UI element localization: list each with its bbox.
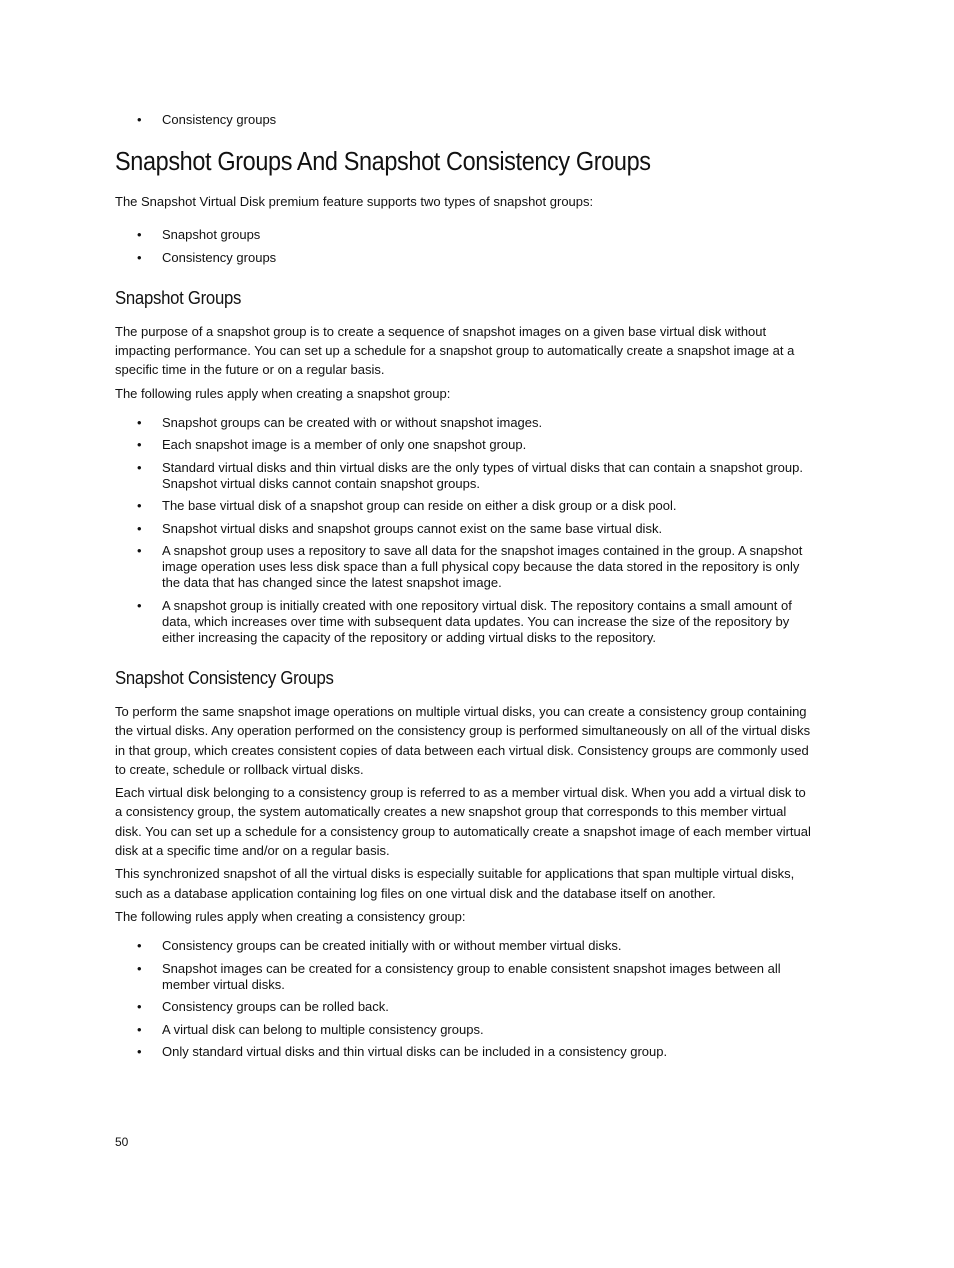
paragraph: The purpose of a snapshot group is to create a sequence of snapshot images on a given base virtual disk without impacting performance. You can set up a schedule for a snapshot group to automatically create a snapshot image at a specific time in the future or on a regular basis. xyxy=(115,323,795,378)
snapshot-group-rules-list xyxy=(115,415,815,646)
top-bullet-list xyxy=(115,112,815,128)
consistency-group-rules-list xyxy=(115,938,815,1060)
list-item: • Consistency groups xyxy=(115,250,815,266)
list-item: • A snapshot group is initially created with one repository virtual disk. The repository contains a small amount of data, which increases over time with subsequent data updates. You can increase the size of the repository by either increasing the capacity of the repository or adding virtual disks to the repository. xyxy=(115,598,815,646)
paragraph: This synchronized snapshot of all the virtual disks is especially suitable for applications that span multiple virtual disks, such as a database application containing log files on one virtual disk and the database itself on another. xyxy=(115,866,795,901)
list-item: • Snapshot virtual disks and snapshot groups cannot exist on the same base virtual disk. xyxy=(115,521,815,537)
page-title: Snapshot Groups And Snapshot Consistency Groups xyxy=(115,148,651,176)
paragraph: Each virtual disk belonging to a consistency group is referred to as a member virtual disk. When you add a virtual disk to a consistency group, the system automatically creates a new snapshot group that corresponds to this member virtual disk. You can set up a schedule for a consistency group to automatically create a snapshot image of each member virtual disk at a specific time and/or on a regular basis. xyxy=(115,785,811,859)
paragraph: The following rules apply when creating a consistency group: xyxy=(115,908,466,924)
list-item: • Standard virtual disks and thin virtual disks are the only types of virtual disks that can contain a snapshot group. Snapshot virtual disks cannot contain snapshot groups. xyxy=(115,460,815,492)
list-item: • Snapshot groups xyxy=(115,227,815,243)
list-item: • Snapshot groups can be created with or without snapshot images. xyxy=(115,415,815,431)
section-heading-snapshot-consistency-groups: Snapshot Consistency Groups xyxy=(115,667,334,688)
page-content xyxy=(115,112,815,1067)
list-item: • Snapshot images can be created for a consistency group to enable consistent snapshot images between all member virtual disks. xyxy=(115,961,815,993)
paragraph: The following rules apply when creating a snapshot group: xyxy=(115,385,451,401)
list-item: • Consistency groups can be rolled back. xyxy=(115,999,815,1015)
list-item: • Only standard virtual disks and thin virtual disks can be included in a consistency group. xyxy=(115,1044,815,1060)
intro-paragraph: The Snapshot Virtual Disk premium feature supports two types of snapshot groups: xyxy=(115,194,594,209)
section-heading-snapshot-groups: Snapshot Groups xyxy=(115,287,242,308)
list-item: • A virtual disk can belong to multiple consistency groups. xyxy=(115,1022,815,1038)
list-item: • A snapshot group uses a repository to save all data for the snapshot images contained in the group. A snapshot image operation uses less disk space than a full physical copy because the data stored in the repository is only the data that has changed since the latest snapshot image. xyxy=(115,543,815,591)
intro-bullet-list xyxy=(115,227,815,266)
page-number: 50 xyxy=(115,1135,129,1149)
list-item: • Consistency groups can be created initially with or without member virtual disks. xyxy=(115,938,815,954)
paragraph: To perform the same snapshot image operations on multiple virtual disks, you can create a consistency group containing the virtual disks. Any operation performed on the consistency group is performed simultaneously on all of the virtual disks in that group, which creates consistent copies of data between each virtual disk. Consistency groups are commonly used to create, schedule or rollback virtual disks. xyxy=(115,703,811,777)
list-item: • Consistency groups xyxy=(115,112,815,128)
list-item: • Each snapshot image is a member of only one snapshot group. xyxy=(115,437,815,453)
list-item: • The base virtual disk of a snapshot group can reside on either a disk group or a disk pool. xyxy=(115,498,815,514)
